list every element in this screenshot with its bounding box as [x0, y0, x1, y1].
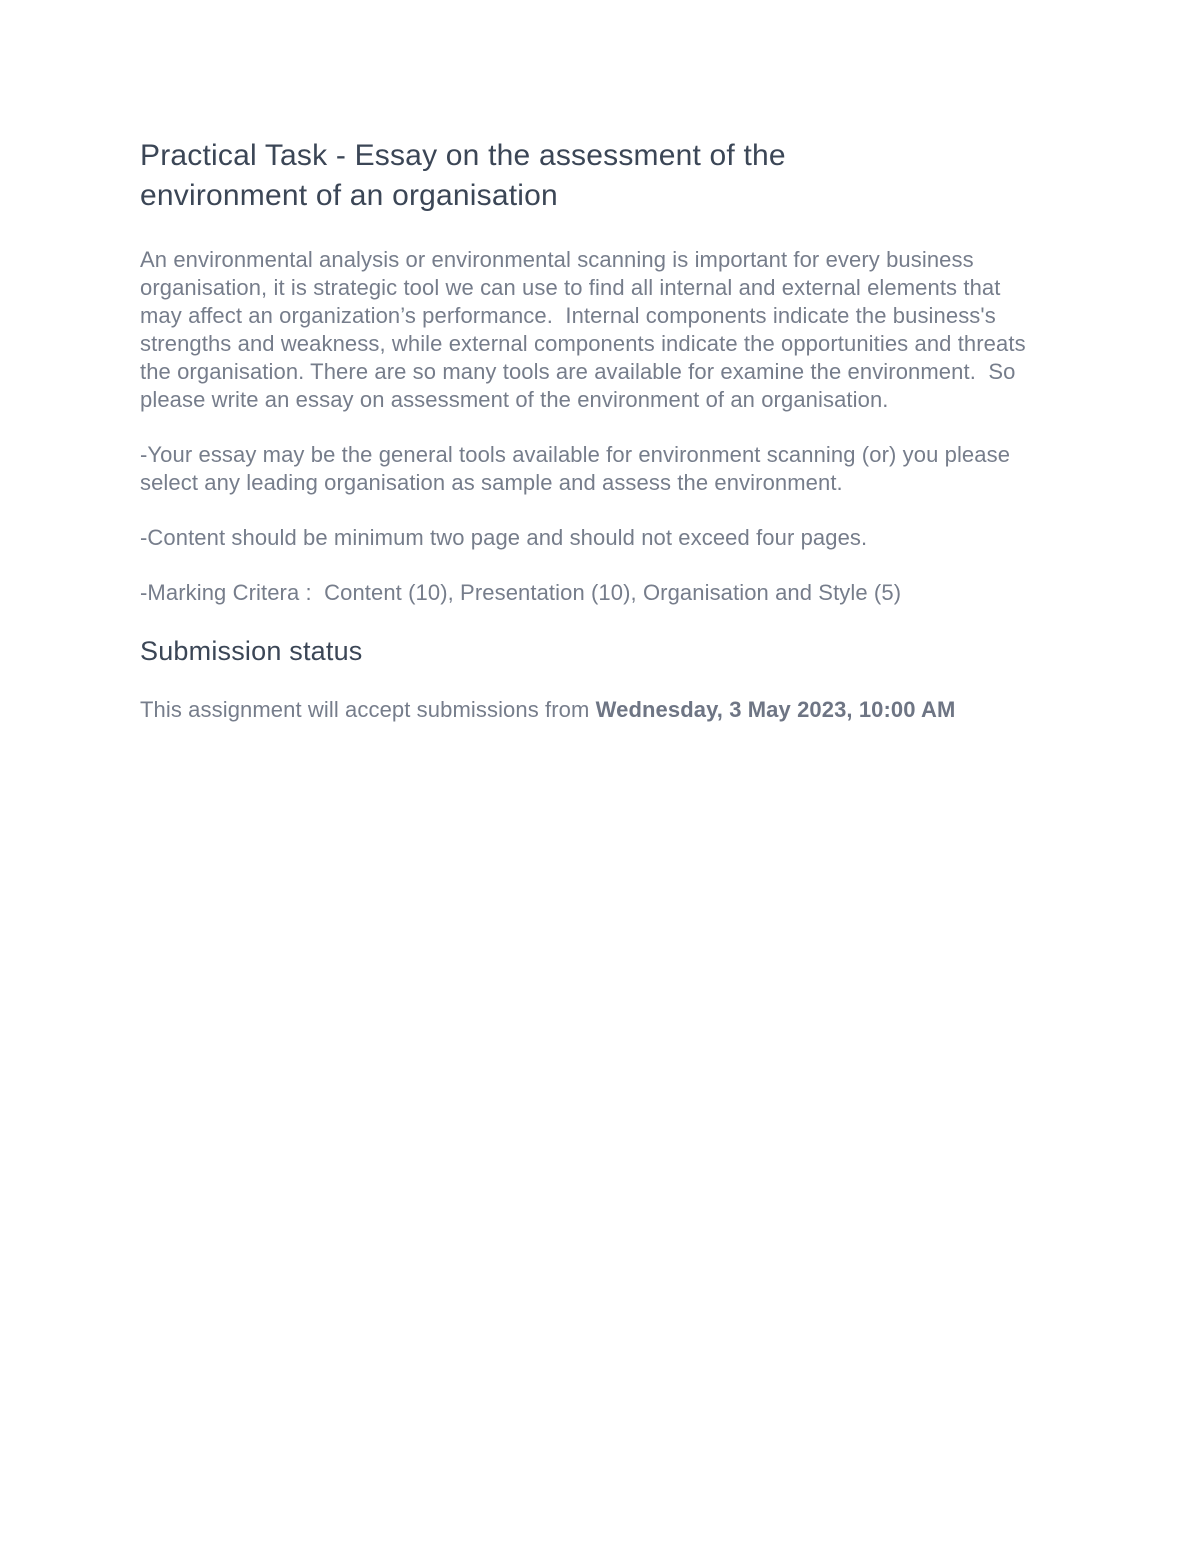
submission-open-date: Wednesday, 3 May 2023, 10:00 AM	[595, 697, 956, 722]
page-title: Practical Task - Essay on the assessment of the environment of an organisation	[140, 139, 786, 212]
note-essay-scope: -Your essay may be the general tools available for environment scanning (or) you please select any leading organisation as sample and assess the environment.	[140, 442, 1017, 495]
note-content-length: -Content should be minimum two page and should not exceed four pages.	[140, 525, 868, 550]
assignment-description: An environmental analysis or environmental scanning is important for every business organisation, it is strategic tool we can use to find all internal and external elements that may affect an organization’s performance. Internal components indicate the business's strengths and weakness, while external components indicate the opportunities and threats the organisation. There are so many tools are available for examine the environment. So please write an essay on assessment of the environment of an organisation.	[140, 247, 1032, 412]
submission-status-heading: Submission status	[140, 636, 363, 666]
submission-open-text: This assignment will accept submissions from	[140, 697, 596, 722]
assignment-content	[0, 0, 1045, 724]
submission-open-line	[140, 696, 980, 724]
note-marking-criteria: -Marking Critera : Content (10), Presentation (10), Organisation and Style (5)	[140, 580, 902, 605]
